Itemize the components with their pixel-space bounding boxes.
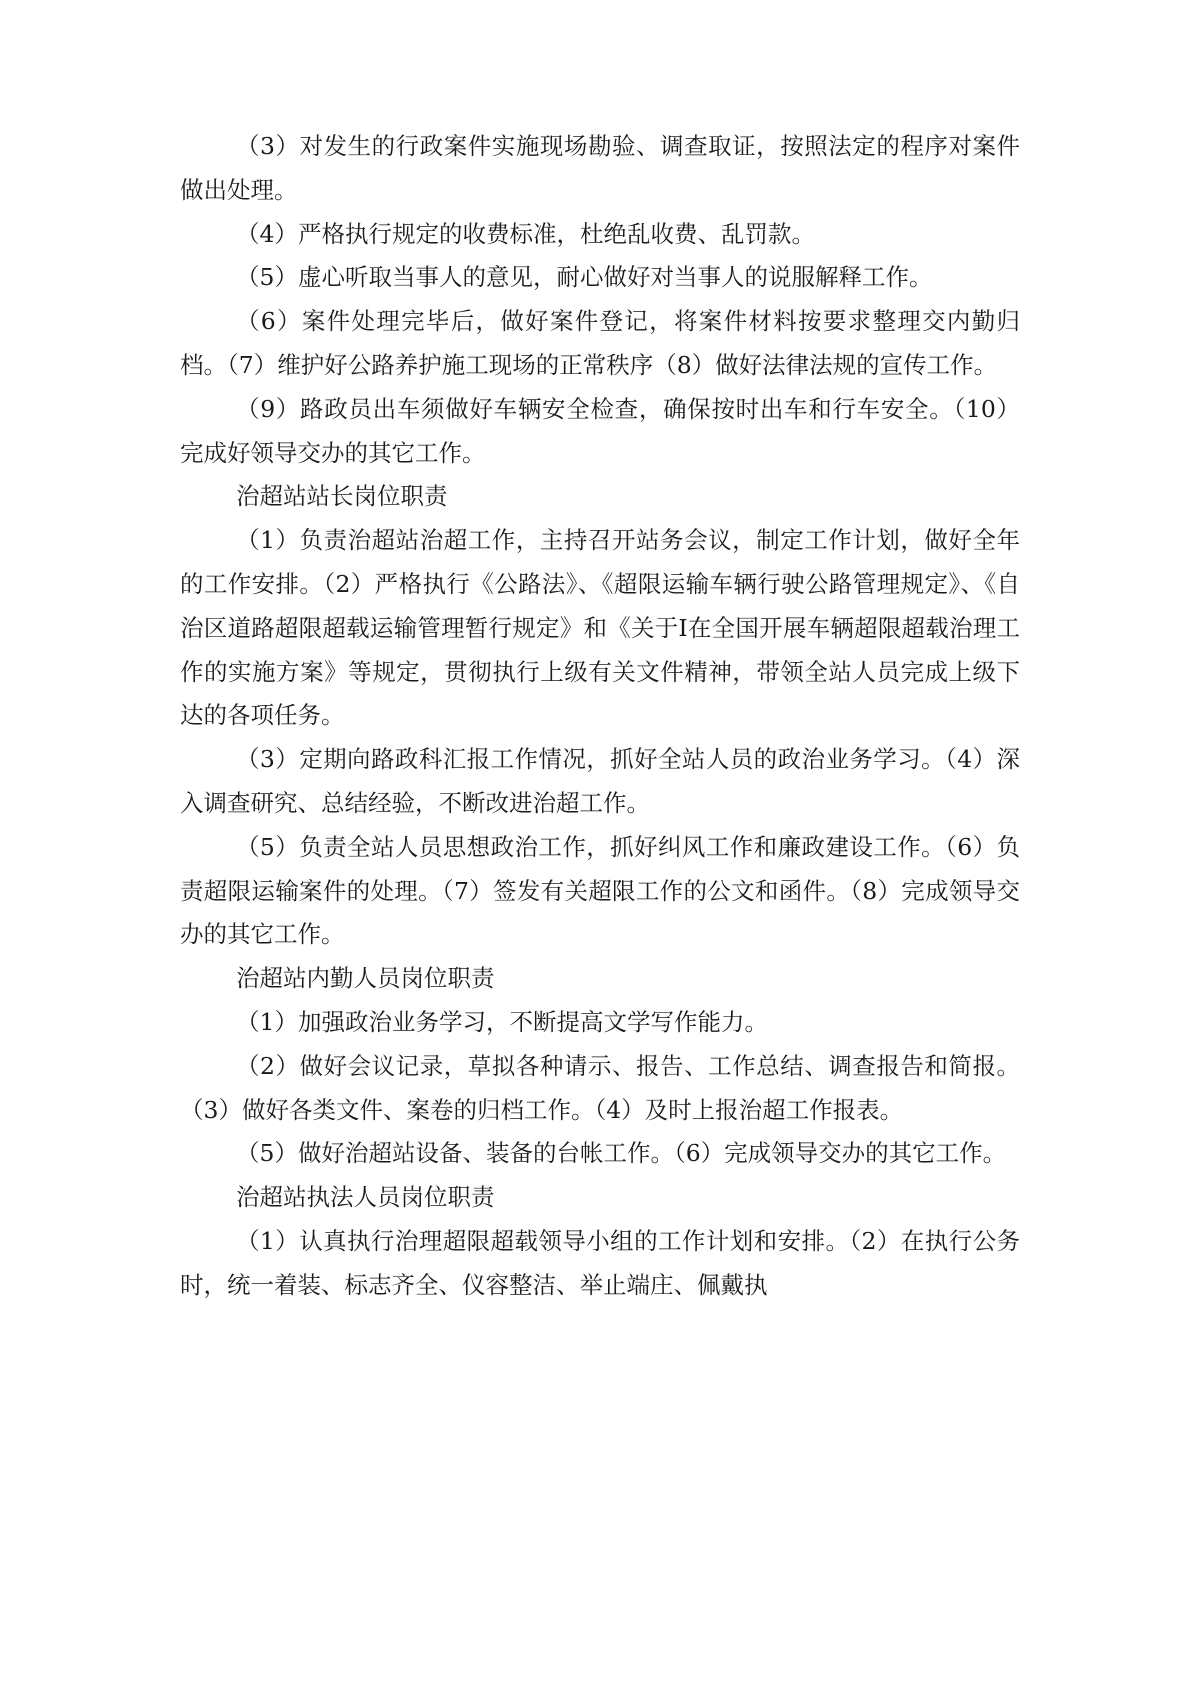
- paragraph-item-9-10: （9）路政员出车须做好车辆安全检查，确保按时出车和行车安全。（10）完成好领导交办的其它工作。: [180, 394, 1020, 467]
- paragraph-item-6-8: （6）案件处理完毕后，做好案件登记，将案件材料按要求整理交内勤归档。（7）维护好公路养护施工现场的正常秩序（8）做好法律法规的宣传工作。: [180, 307, 1020, 379]
- paragraph-stationmaster-1-2: （1）负责治超站治超工作，主持召开站务会议，制定工作计划，做好全年的工作安排。（2）严格执行《公路法》、《超限运输车辆行驶公路管理规定》、《自治区道路超限超载运输管理暂行规定》和《关于I在全国开展车辆超限超载治理工作的实施方案》等规定，贯彻执行上级有关文件精神，带领全站人员完成上级下达的各项任务。: [180, 526, 1020, 730]
- paragraph-item-5: （5）虚心听取当事人的意见，耐心做好对当事人的说服解释工作。: [236, 263, 933, 292]
- paragraph-office-2-4: （2）做好会议记录，草拟各种请示、报告、工作总结、调查报告和简报。（3）做好各类文件、案卷的归档工作。（4）及时上报治超工作报表。: [180, 1051, 1020, 1124]
- paragraph-stationmaster-5-8: （5）负责全站人员思想政治工作，抓好纠风工作和廉政建设工作。（6）负责超限运输案件的处理。（7）签发有关超限工作的公文和函件。（8）完成领导交办的其它工作。: [180, 832, 1020, 949]
- paragraph-item-4: （4）严格执行规定的收费标准，杜绝乱收费、乱罚款。: [236, 219, 815, 248]
- section-heading-stationmaster: 治超站站长岗位职责: [236, 482, 448, 511]
- paragraph-enforcement-1-2: （1）认真执行治理超限超载领导小组的工作计划和安排。（2）在执行公务时，统一着装、标志齐全、仪容整洁、举止端庄、佩戴执: [180, 1226, 1020, 1299]
- document-page: [180, 125, 1020, 1308]
- section-heading-enforcement-staff: 治超站执法人员岗位职责: [236, 1183, 495, 1212]
- paragraph-stationmaster-3-4: （3）定期向路政科汇报工作情况，抓好全站人员的政治业务学习。（4）深入调查研究、总结经验，不断改进治超工作。: [180, 745, 1020, 817]
- paragraph-item-3: （3）对发生的行政案件实施现场勘验、调查取证，按照法定的程序对案件做出处理。: [180, 132, 1020, 204]
- paragraph-office-5-6: （5）做好治超站设备、装备的台帐工作。（6）完成领导交办的其它工作。: [236, 1139, 1007, 1168]
- paragraph-office-1: （1）加强政治业务学习，不断提高文学写作能力。: [236, 1007, 768, 1036]
- section-heading-office-staff: 治超站内勤人员岗位职责: [236, 964, 495, 993]
